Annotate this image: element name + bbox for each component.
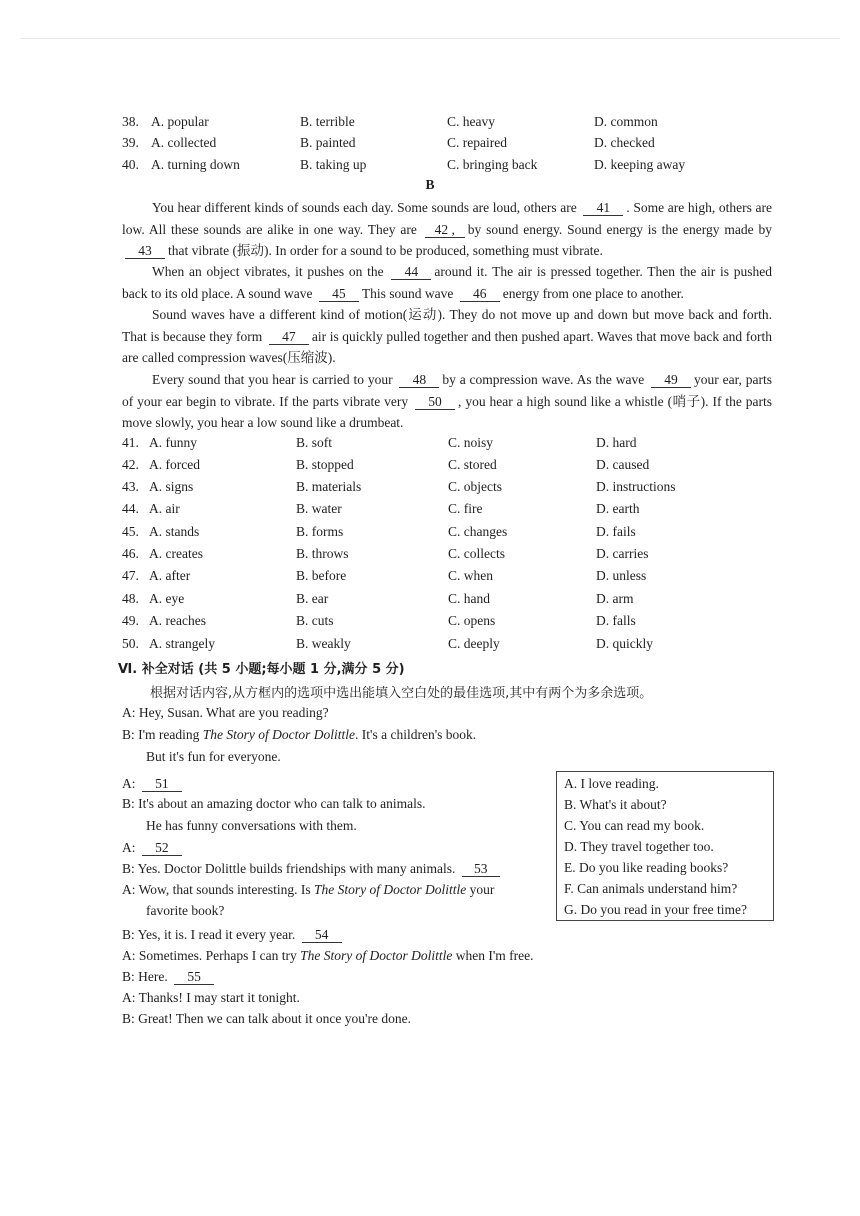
question-number: 41.: [122, 435, 139, 450]
passage-text: When an object vibrates, it pushes on the: [152, 264, 384, 279]
passage-text: Every sound that you hear is carried to your: [152, 372, 393, 387]
passage-text: around it. The air is pressed together. Then the air is pushed back to its old place. A sound wave: [122, 264, 772, 301]
passage-text: You hear different kinds of sounds each day. Some sounds are loud, others are: [152, 200, 577, 215]
option-c: C. when: [448, 568, 493, 583]
option-c: C. stored: [448, 457, 497, 472]
option-d: D. common: [594, 114, 658, 129]
dialogue-text: B: Here.: [122, 969, 168, 984]
option-a: A. collected: [151, 135, 217, 150]
option-b: B. terrible: [300, 114, 355, 129]
blank-47: 47: [269, 329, 309, 345]
option-d: D. instructions: [596, 479, 676, 494]
dialogue-line: [122, 776, 185, 792]
box-option: C. You can read my book.: [564, 818, 705, 833]
speaker-label: A:: [122, 840, 136, 855]
passage-text: This sound wave: [361, 285, 454, 301]
question-number: 39.: [122, 135, 139, 150]
option-d: D. keeping away: [594, 157, 686, 172]
box-option: D. They travel together too.: [564, 839, 714, 854]
option-d: D. caused: [596, 457, 650, 472]
option-b: B. weakly: [296, 636, 351, 651]
option-a: A. eye: [149, 591, 185, 606]
question-number: 49.: [122, 613, 139, 628]
option-c: C. hand: [448, 591, 490, 606]
question-number: 43.: [122, 479, 139, 494]
box-option: F. Can animals understand him?: [564, 881, 738, 896]
option-c: C. bringing back: [447, 157, 538, 172]
option-b: B. materials: [296, 479, 362, 494]
question-number: 45.: [122, 524, 139, 539]
passage-text: . Some are high, others are low. All these sounds are alike in one way. They are: [122, 200, 772, 237]
question-number: 44.: [122, 501, 139, 516]
option-a: A. signs: [149, 479, 194, 494]
option-a: A. creates: [149, 546, 203, 561]
passage-text: Sound waves have a different kind of motion(运动). They do not move up and down but move back and forth. That is because they form: [122, 307, 772, 344]
option-c: C. fire: [448, 501, 483, 516]
dialogue-line: [122, 727, 476, 743]
option-d: D. arm: [596, 591, 634, 606]
blank-55: 55: [174, 969, 214, 985]
blank-53: 53: [462, 861, 500, 877]
option-d: D. hard: [596, 435, 637, 450]
dialogue-line: [122, 840, 185, 856]
section-b-heading: B: [425, 177, 435, 192]
passage-paragraph-3: [122, 304, 772, 369]
question-number: 38.: [122, 114, 139, 129]
option-b: B. painted: [300, 135, 356, 150]
option-d: D. falls: [596, 613, 636, 628]
options-box: [556, 771, 774, 921]
dialogue-line: [122, 927, 345, 943]
option-a: A. stands: [149, 524, 200, 539]
box-option: G. Do you read in your free time?: [564, 902, 747, 917]
blank-46: 46: [460, 286, 500, 302]
blank-54: 54: [302, 927, 342, 943]
passage-paragraph-4: [122, 369, 772, 434]
dialogue-line: But it's fun for everyone.: [146, 749, 281, 764]
option-b: B. before: [296, 568, 347, 583]
passage-text: by a compression wave. As the wave: [442, 372, 645, 387]
box-option: A. I love reading.: [564, 776, 659, 791]
option-c: C. deeply: [448, 636, 500, 651]
option-d: D. earth: [596, 501, 640, 516]
dialogue-text: when I'm free.: [455, 948, 534, 963]
blank-41: 41: [583, 200, 623, 216]
option-b: B. forms: [296, 524, 344, 539]
dialogue-text: A: Wow, that sounds interesting. Is: [122, 882, 311, 897]
question-number: 46.: [122, 546, 139, 561]
option-a: A. air: [149, 501, 180, 516]
passage-text: energy from one place to another.: [502, 285, 684, 301]
question-number: 48.: [122, 591, 139, 606]
passage-text: by sound energy. Sound energy is the energy made by: [467, 221, 773, 237]
option-c: C. opens: [448, 613, 496, 628]
option-c: C. collects: [448, 546, 505, 561]
option-b: B. throws: [296, 546, 349, 561]
option-a: A. after: [149, 568, 191, 583]
option-a: A. funny: [149, 435, 197, 450]
passage-text: , you hear a high sound like a whistle (哨子). If the parts move slowly, you hear a low sound like a drumbeat.: [122, 393, 773, 430]
option-d: D. checked: [594, 135, 655, 150]
page-top-rule: [20, 38, 840, 39]
question-number: 47.: [122, 568, 139, 583]
blank-44: 44: [391, 264, 431, 280]
option-b: B. cuts: [296, 613, 334, 628]
passage-text: your ear, parts of your ear begin to vibrate. If the parts vibrate very: [122, 372, 773, 409]
blank-43: 43: [125, 243, 165, 259]
passage-text: that vibrate (振动). In order for a sound to be produced, something must vibrate.: [168, 243, 603, 258]
dialogue-line: [122, 861, 503, 877]
speaker-label: A:: [122, 776, 136, 791]
book-title: The Story of Doctor Dolittle: [314, 882, 467, 897]
passage-paragraph-2: [122, 261, 772, 304]
blank-45: 45: [319, 286, 359, 302]
blank-49: 49: [651, 372, 691, 388]
box-option: B. What's it about?: [564, 797, 667, 812]
blank-50: 50: [415, 394, 455, 410]
option-c: C. objects: [448, 479, 502, 494]
option-d: D. quickly: [596, 636, 653, 651]
dialogue-line: B: It's about an amazing doctor who can talk to animals.: [122, 796, 426, 811]
dialogue-text: . It's a children's book.: [355, 727, 477, 742]
section-vi-instruction: 根据对话内容,从方框内的选项中选出能填入空白处的最佳选项,其中有两个为多余选项。: [150, 686, 653, 701]
dialogue-line: [122, 969, 217, 985]
dialogue-text: A: Sometimes. Perhaps I can try: [122, 948, 297, 963]
dialogue-line: A: Hey, Susan. What are you reading?: [122, 705, 329, 720]
book-title: The Story of Doctor Dolittle: [202, 727, 356, 742]
blank-51: 51: [142, 776, 182, 792]
dialogue-line: [122, 882, 494, 898]
option-b: B. ear: [296, 591, 329, 606]
option-a: A. turning down: [151, 157, 240, 172]
section-vi-title: Ⅵ. 补全对话 (共 5 小题;每小题 1 分,满分 5 分): [118, 662, 405, 677]
box-option: E. Do you like reading books?: [564, 860, 729, 875]
option-b: B. taking up: [300, 157, 367, 172]
option-b: B. soft: [296, 435, 333, 450]
dialogue-line: B: Great! Then we can talk about it once you're done.: [122, 1011, 411, 1026]
dialogue-text: B: Yes, it is. I read it every year.: [122, 927, 296, 942]
blank-48: 48: [399, 372, 439, 388]
dialogue-line: favorite book?: [146, 903, 225, 918]
option-c: C. repaired: [447, 135, 507, 150]
option-c: C. heavy: [447, 114, 495, 129]
option-a: A. forced: [149, 457, 200, 472]
option-a: A. reaches: [149, 613, 206, 628]
option-a: A. strangely: [149, 636, 215, 651]
option-d: D. unless: [596, 568, 647, 583]
option-c: C. noisy: [448, 435, 494, 450]
dialogue-line: A: Thanks! I may start it tonight.: [122, 990, 300, 1005]
option-b: B. water: [296, 501, 342, 516]
dialogue-text: B: I'm reading: [122, 727, 200, 742]
question-number: 40.: [122, 157, 139, 172]
option-a: A. popular: [151, 114, 209, 129]
blank-42: 42 ,: [425, 222, 465, 238]
option-d: D. carries: [596, 546, 649, 561]
question-number: 50.: [122, 636, 139, 651]
question-number: 42.: [122, 457, 139, 472]
dialogue-line: [122, 948, 534, 964]
book-title: The Story of Doctor Dolittle: [300, 948, 453, 963]
passage-paragraph-1: [122, 197, 772, 262]
option-b: B. stopped: [296, 457, 354, 472]
option-c: C. changes: [448, 524, 508, 539]
passage-text: air is quickly pulled together and then pushed apart. Waves that move back and forth are called compression waves(压缩波).: [122, 328, 773, 365]
blank-52: 52: [142, 840, 182, 856]
dialogue-text: B: Yes. Doctor Dolittle builds friendships with many animals.: [122, 861, 456, 876]
dialogue-line: He has funny conversations with them.: [146, 818, 357, 833]
option-d: D. fails: [596, 524, 636, 539]
dialogue-text: your: [469, 882, 495, 897]
